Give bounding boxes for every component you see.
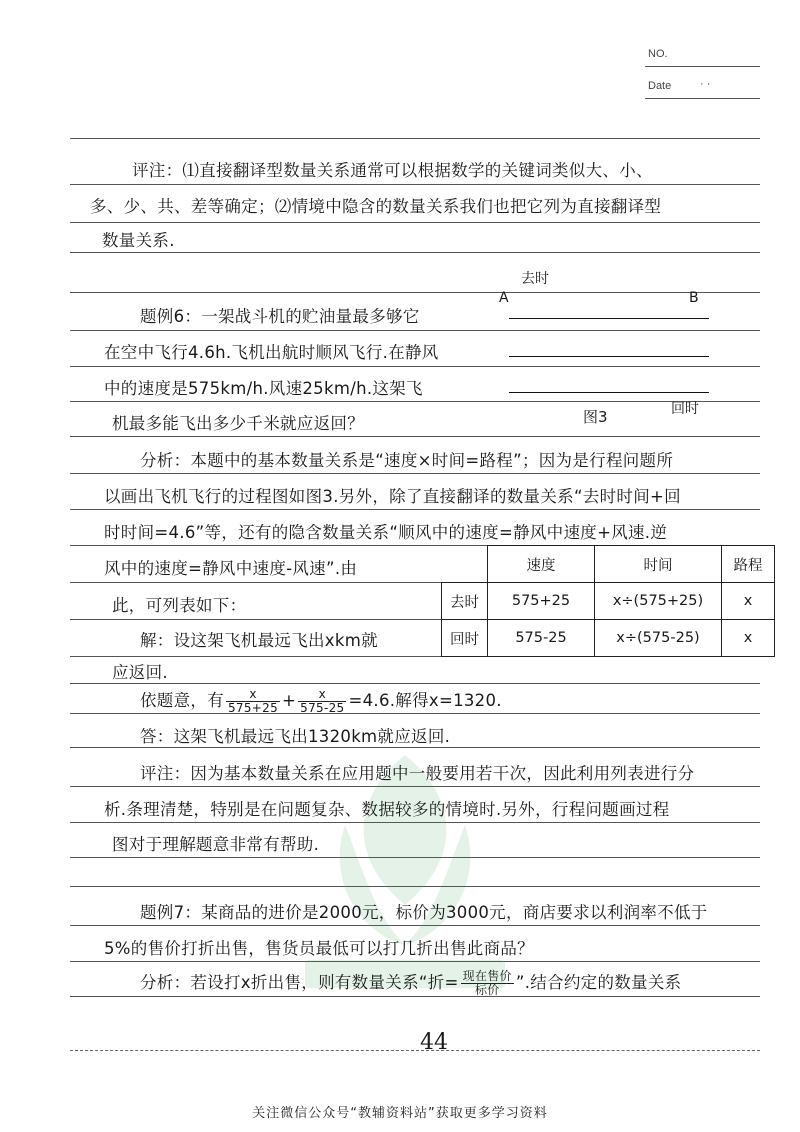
table-cell: x (722, 583, 775, 620)
table-cell: 575-25 (488, 620, 595, 657)
discount-lhs: 折= (427, 973, 459, 992)
comment-line: 评注：因为基本数量关系在应用题中一般要用若干次，因此利用列表进行分 (140, 764, 695, 783)
point-b-label: B (689, 290, 699, 306)
middle-route-line (509, 356, 709, 357)
analysis-prefix: 分析：若设打x折出售，则有数量关系“ (140, 973, 428, 992)
ruled-line (70, 252, 760, 253)
table-row (442, 620, 775, 657)
page-number: 44 (420, 1030, 448, 1055)
analysis-line (140, 970, 681, 997)
equation-line: 依题意，有 $\frac{x}{575+25}$ + $\frac{x}{575-25}$ =4.6.解得x=1320. (140, 687, 502, 715)
ruled-line (70, 1050, 760, 1051)
return-label: 回时 (671, 401, 699, 417)
note-line: 5%的售价打折出售，售货员最低可以打几折出售此商品？ (104, 939, 534, 958)
table-row-label: 去时 (442, 583, 488, 620)
table-row (442, 583, 775, 620)
note-line: 以画出飞机飞行的过程图如图3.另外，除了直接翻译的数量关系“去时时间+回 (104, 487, 681, 506)
note-line: 图对于理解题意非常有帮助. (112, 835, 320, 854)
note-line: 应返回. (112, 663, 168, 682)
fraction (461, 970, 514, 997)
point-a-label: A (499, 290, 509, 306)
note-line: 评注：⑴直接翻译型数量关系通常可以根据数学的关键词类似大、小、 (132, 161, 653, 180)
date-label: Date (648, 80, 672, 92)
outbound-label: 去时 (521, 271, 549, 287)
example-7-title: 题例7：某商品的进价是2000元，标价为3000元，商店要求以利润率不低于 (140, 903, 708, 922)
table-header-row (442, 546, 775, 583)
note-line: 风中的速度=静风中速度-风速”.由 (104, 559, 358, 578)
table-cell: x÷(575+25) (595, 583, 722, 620)
answer-line: 答：这架飞机最远飞出1320km就应返回. (140, 727, 451, 746)
number-underline (645, 66, 760, 67)
note-line: 多、少、共、差等确定；⑵情境中隐含的数量关系我们也把它列为直接翻译型 (90, 197, 662, 216)
table-cell: x (722, 620, 775, 657)
table-header-cell: 路程 (722, 546, 775, 583)
fraction-numerator: x (226, 688, 280, 702)
ruled-line (70, 473, 760, 474)
fraction-denominator: 575+25 (228, 701, 279, 715)
note-line: 时时间=4.6”等，还有的隐含数量关系“顺风中的速度=静风中速度+风速.逆 (104, 523, 668, 542)
figure-caption: 图3 (583, 408, 608, 426)
speed-time-distance-table (441, 545, 775, 657)
table-header-cell: 时间 (595, 546, 722, 583)
note-line: 机最多能飞出多少千米就应返回？ (112, 414, 364, 433)
note-line: 中的速度是575km/h.风速25km/h.这架飞 (104, 379, 423, 398)
outbound-route-line (509, 318, 709, 319)
fraction-numerator: x (298, 688, 346, 702)
fraction-numerator: 现在售价 (462, 969, 512, 983)
ruled-line (70, 683, 760, 684)
date-dots: · · (700, 78, 711, 90)
note-line: 在空中飞行4.6h.飞机出航时顺风飞行.在静风 (104, 343, 439, 362)
ruled-line (70, 222, 760, 223)
table-cell: x÷(575-25) (595, 620, 722, 657)
fraction-denominator: 575-25 (300, 701, 345, 715)
ruled-line (70, 184, 760, 185)
route-diagram (495, 268, 725, 426)
note-line: 析.条理清楚，特别是在问题复杂、数据较多的情境时.另外，行程问题画过程 (104, 800, 670, 819)
equation-suffix: =4.6.解得x=1320. (348, 691, 502, 710)
number-label: NO. (648, 48, 668, 60)
ruled-line (70, 509, 760, 510)
footer-note: 关注微信公众号“教辅资料站”获取更多学习资料 (252, 1106, 548, 1121)
table-header-cell: 速度 (488, 546, 595, 583)
table-row-label: 回时 (442, 620, 488, 657)
ruled-line (70, 436, 760, 437)
date-underline (645, 98, 760, 99)
return-route-line (509, 392, 709, 393)
equation-prefix: 依题意，有 (140, 691, 224, 710)
table-cell: 575+25 (488, 583, 595, 620)
fraction-denominator: 标价 (474, 983, 500, 997)
analysis-line: 分析：本题中的基本数量关系是“速度×时间=路程”；因为是行程问题所 (140, 451, 674, 470)
analysis-suffix: ”.结合约定的数量关系 (515, 973, 682, 992)
note-line: 数量关系. (102, 231, 175, 250)
table-corner-cell (442, 546, 488, 583)
solution-line: 解：设这架飞机最远飞出xkm就 (140, 631, 378, 650)
ruled-line (70, 138, 760, 139)
note-line: 此，可列表如下： (112, 596, 247, 615)
fraction (226, 688, 280, 715)
example-6-title: 题例6：一架战斗机的贮油量最多够它 (140, 307, 420, 326)
fraction (298, 688, 346, 715)
